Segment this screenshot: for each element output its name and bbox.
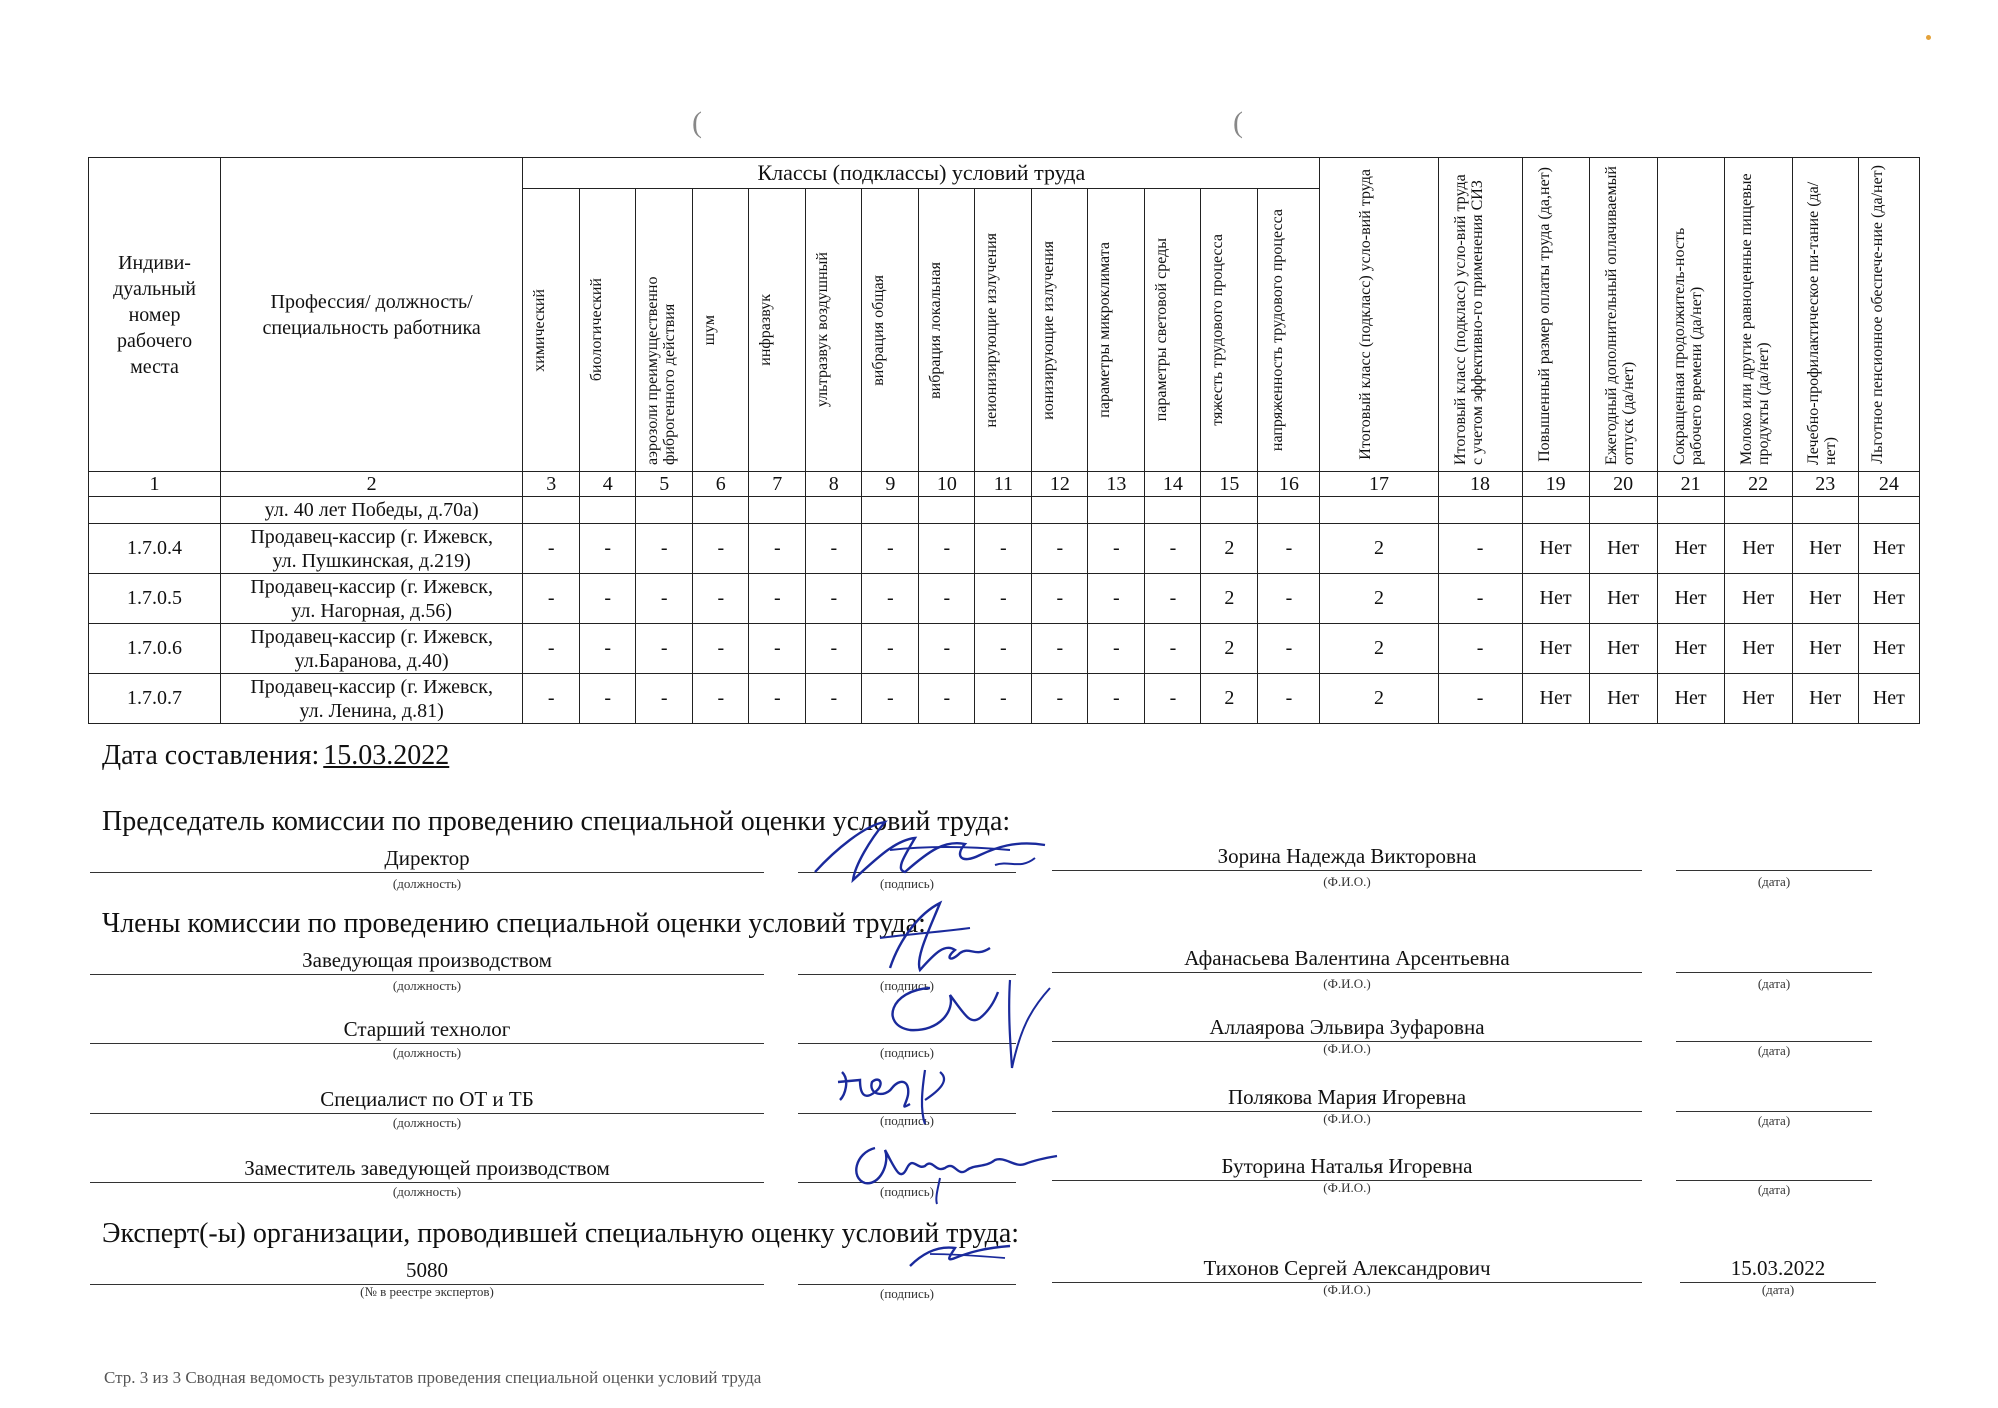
value-cell: - [1438,674,1522,724]
header-final-class: Итоговый класс (подкласс) усло-вий труда [1320,158,1438,472]
value-cell: - [975,524,1032,574]
header-factor: биологический [580,189,636,472]
header-factor: химический [523,189,580,472]
value-cell: - [636,574,693,624]
value-cell: - [1088,674,1145,724]
column-number: 12 [1032,472,1088,497]
date-value: 15.03.2022 [323,740,450,771]
member-name: Буторина Наталья Игоревна [1221,1154,1473,1178]
value-cell: 2 [1320,524,1438,574]
header-pension: Льготное пенсионное обеспече-ние (да/нет) [1858,158,1919,472]
header-milk: Молоко или другие равноценные пищевые продукты (да/нет) [1724,158,1792,472]
column-number: 4 [580,472,636,497]
member-position: Заместитель заведующей производством [244,1156,610,1180]
header-factor: аэрозоли преимущественно фиброгенного действия [636,189,693,472]
value-cell: - [806,524,862,574]
column-number: 23 [1792,472,1858,497]
value-cell: - [975,624,1032,674]
value-cell: - [580,574,636,624]
table-row [89,524,1920,574]
value-cell: - [693,624,749,674]
member-position: Специалист по ОТ и ТБ [320,1087,534,1111]
bracket-mark: ( [1233,106,1243,139]
value-cell: - [862,574,919,624]
page-footer: Стр. 3 из 3 Сводная ведомость результатов проведения специальной оценки условий труда [104,1368,762,1387]
value-cell: - [1032,624,1088,674]
value-cell: - [1032,524,1088,574]
header-factor: вибрация локальная [919,189,975,472]
value-cell: - [636,624,693,674]
value-cell: 2 [1201,674,1258,724]
value-cell: Нет [1657,574,1724,624]
value-cell: - [749,524,806,574]
column-number: 8 [806,472,862,497]
value-cell: Нет [1589,674,1657,724]
column-number: 16 [1258,472,1320,497]
chairman-name: Зорина Надежда Викторовна [1217,844,1477,868]
value-cell: - [862,674,919,724]
value-cell: - [1088,524,1145,574]
value-cell: - [1258,674,1320,724]
header-factor: инфразвук [749,189,806,472]
value-cell: Нет [1724,574,1792,624]
value-cell: - [693,674,749,724]
chairman-signature [795,810,1055,890]
caption-registry: (№ в реестре экспертов) [360,1284,494,1299]
value-cell: - [1258,624,1320,674]
profession-cell: Продавец-кассир (г. Ижевск, ул. Ленина, д.81) [221,674,523,724]
value-cell: 2 [1201,524,1258,574]
header-factor: неионизирующие излучения [975,189,1032,472]
caption-fio: (Ф.И.О.) [1323,874,1371,889]
member-position: Старший технолог [343,1017,511,1041]
column-number: 11 [975,472,1032,497]
date-label: Дата составления: [102,740,320,771]
value-cell: - [1032,574,1088,624]
value-cell: - [806,574,862,624]
bracket-mark: ( [692,106,702,139]
value-cell: - [580,524,636,574]
header-factor: шум [693,189,749,472]
results-table [88,157,1920,724]
expert-date: 15.03.2022 [1730,1256,1826,1280]
value-cell: 2 [1201,624,1258,674]
value-cell: - [1145,524,1201,574]
header-factor: ионизирующие излучения [1032,189,1088,472]
value-cell: Нет [1792,574,1858,624]
value-cell: Нет [1657,624,1724,674]
column-number: 14 [1145,472,1201,497]
chairman-heading: Председатель комиссии по проведению специальной оценки условий труда: [102,806,1011,837]
column-number: 6 [693,472,749,497]
value-cell: - [862,524,919,574]
header-therapeutic-food: Лечебно-профилактическое пи-тание (да/нет) [1792,158,1858,472]
workplace-id: 1.7.0.6 [89,624,221,674]
value-cell: - [1145,624,1201,674]
workplace-id: 1.7.0.4 [89,524,221,574]
header-additional-leave: Ежегодный дополнительный оплачиваемый отпуск (да/нет) [1589,158,1657,472]
table-row [89,624,1920,674]
column-number: 19 [1522,472,1589,497]
value-cell: Нет [1792,624,1858,674]
column-number: 10 [919,472,975,497]
member-name: Афанасьева Валентина Арсентьевна [1184,946,1510,970]
value-cell: - [919,574,975,624]
member-name: Полякова Мария Игоревна [1227,1085,1467,1109]
value-cell: - [693,524,749,574]
expert-heading: Эксперт(-ы) организации, проводившей специальную оценку условий труда: [102,1218,1020,1249]
value-cell: Нет [1522,674,1589,724]
value-cell: - [523,574,580,624]
value-cell: - [636,674,693,724]
value-cell: Нет [1724,674,1792,724]
member-position: Заведующая производством [302,948,552,972]
value-cell: - [806,674,862,724]
expert-signature [900,1236,1020,1276]
value-cell: Нет [1792,524,1858,574]
value-cell: - [975,574,1032,624]
value-cell: - [749,674,806,724]
header-reduced-hours: Сокращенная продолжитель-ность рабочего времени (да/нет) [1657,158,1724,472]
value-cell: - [523,674,580,724]
profession-cell: Продавец-кассир (г. Ижевск, ул. Нагорная, д.56) [221,574,523,624]
value-cell: - [580,624,636,674]
value-cell: - [1032,674,1088,724]
value-cell: - [1438,524,1522,574]
value-cell: - [1258,524,1320,574]
value-cell: - [919,524,975,574]
value-cell: - [1438,624,1522,674]
value-cell: - [1145,674,1201,724]
caption-position: (должность) [392,876,462,891]
value-cell: 2 [1320,624,1438,674]
caption-signature: (подпись) [880,876,934,891]
column-number: 18 [1438,472,1522,497]
member-name: Аллаярова Эльвира Зуфаровна [1209,1015,1485,1039]
value-cell: - [693,574,749,624]
value-cell: Нет [1522,524,1589,574]
value-cell: 2 [1320,574,1438,624]
members-heading: Члены комиссии по проведению специальной оценки условий труда: [102,908,926,939]
column-number: 13 [1088,472,1145,497]
value-cell: - [523,624,580,674]
value-cell: 2 [1320,674,1438,724]
column-number: 5 [636,472,693,497]
column-number: 3 [523,472,580,497]
value-cell: Нет [1792,674,1858,724]
member-signature [870,970,1060,1070]
dot-mark [1926,35,1931,40]
column-number: 20 [1589,472,1657,497]
value-cell: - [919,624,975,674]
column-number: 24 [1858,472,1919,497]
value-cell: - [749,574,806,624]
header-workplace-number: Индиви-дуальный номер рабочего места [89,158,221,472]
caption-date: (дата) [1757,874,1791,889]
value-cell: Нет [1589,524,1657,574]
header-factor: параметры микроклимата [1088,189,1145,472]
value-cell: Нет [1657,524,1724,574]
workplace-id: 1.7.0.7 [89,674,221,724]
table-row [89,574,1920,624]
value-cell: Нет [1858,524,1919,574]
value-cell: - [523,524,580,574]
value-cell: - [636,524,693,574]
value-cell: Нет [1858,574,1919,624]
value-cell: - [1088,624,1145,674]
chairman-position: Директор [384,846,470,870]
value-cell: - [1145,574,1201,624]
column-number: 17 [1320,472,1438,497]
header-factor: тяжесть трудового процесса [1201,189,1258,472]
profession-cell: Продавец-кассир (г. Ижевск, ул.Баранова, д.40) [221,624,523,674]
column-number: 21 [1657,472,1724,497]
value-cell: - [749,624,806,674]
value-cell: - [975,674,1032,724]
table-row [89,674,1920,724]
value-cell: Нет [1589,574,1657,624]
column-number: 2 [221,472,523,497]
value-cell: Нет [1522,574,1589,624]
column-number: 22 [1724,472,1792,497]
workplace-id: 1.7.0.5 [89,574,221,624]
value-cell: Нет [1724,524,1792,574]
value-cell: 2 [1201,574,1258,624]
date-block [102,740,455,772]
header-factor: ультразвук воздушный [806,189,862,472]
header-classes-group: Классы (подклассы) условий труда [523,158,1320,189]
continuation-profession: ул. 40 лет Победы, д.70а) [221,497,523,524]
value-cell: - [806,624,862,674]
value-cell: - [580,674,636,724]
expert-registry-number: 5080 [406,1258,448,1282]
value-cell: Нет [1724,624,1792,674]
value-cell: - [919,674,975,724]
column-number: 7 [749,472,806,497]
column-number: 1 [89,472,221,497]
value-cell: Нет [1858,674,1919,724]
column-number: 15 [1201,472,1258,497]
value-cell: Нет [1589,624,1657,674]
expert-name: Тихонов Сергей Александрович [1203,1256,1491,1280]
value-cell: - [862,624,919,674]
member-signature [845,1128,1060,1206]
value-cell: Нет [1657,674,1724,724]
value-cell: Нет [1858,624,1919,674]
column-number: 9 [862,472,919,497]
value-cell: Нет [1522,624,1589,674]
header-factor: вибрация общая [862,189,919,472]
header-profession: Профессия/ должность/ специальность работника [221,158,523,472]
profession-cell: Продавец-кассир (г. Ижевск, ул. Пушкинская, д.219) [221,524,523,574]
member-signature [830,1060,990,1130]
header-increased-pay: Повышенный размер оплаты труда (да,нет) [1522,158,1589,472]
value-cell: - [1088,574,1145,624]
value-cell: - [1438,574,1522,624]
header-factor: параметры световой среды [1145,189,1201,472]
header-factor: напряженность трудового процесса [1258,189,1320,472]
continuation-id-cell [89,497,221,524]
header-final-class-siz: Итоговый класс (подкласс) усло-вий труда с учетом эффективно-го применения СИЗ [1438,158,1522,472]
value-cell: - [1258,574,1320,624]
